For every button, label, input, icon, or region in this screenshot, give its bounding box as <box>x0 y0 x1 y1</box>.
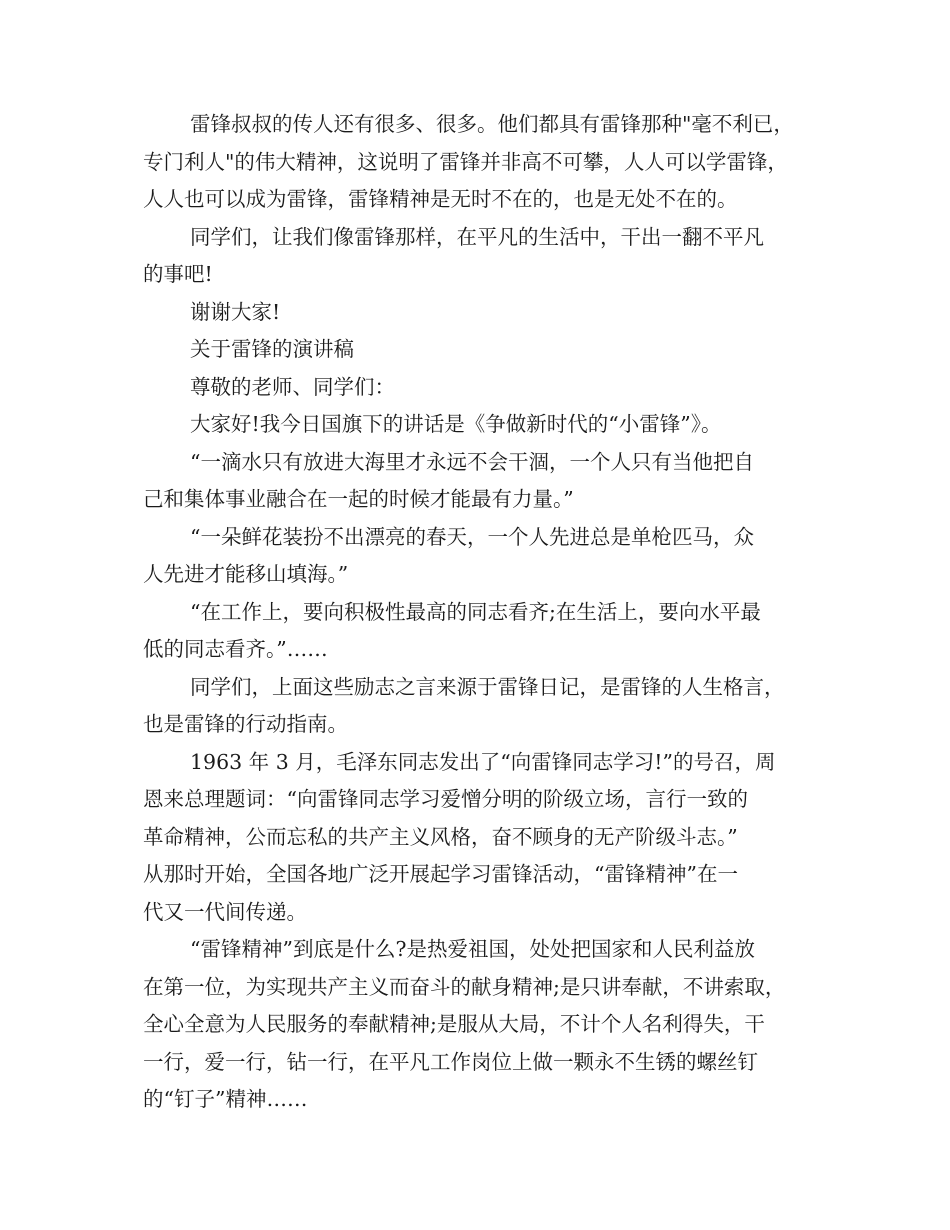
text-line: 从那时开始，全国各地广泛开展起学习雷锋活动，“雷锋精神”在一 <box>143 862 738 886</box>
text-line: 同学们，让我们像雷锋那样，在平凡的生活中，干出一翻不平凡 <box>190 224 764 249</box>
text-line: “一朵鲜花装扮不出漂亮的春天，一个人先进总是单枪匹马，众 <box>190 524 754 549</box>
text-line: 低的同志看齐。”…… <box>143 637 328 661</box>
section-title: 关于雷锋的演讲稿 <box>190 337 354 361</box>
text-line: 的事吧! <box>143 262 213 286</box>
text-line: 谢谢大家! <box>190 299 281 324</box>
text-line: 尊敬的老师、同学们： <box>190 374 395 399</box>
text-line: 革命精神，公而忘私的共产主义风格，奋不顾身的无产阶级斗志。” <box>143 824 738 849</box>
text-line: 的“钉子”精神…… <box>143 1087 308 1111</box>
text-line: 也是雷锋的行动指南。 <box>143 712 348 736</box>
document-body <box>143 106 823 1119</box>
text-line: 己和集体事业融合在一起的时候才能最有力量。” <box>143 487 574 511</box>
text-line: 在第一位，为实现共产主义而奋斗的献身精神;是只讲奉献，不讲索取， <box>143 974 786 999</box>
text-line: 专门利人"的伟大精神，这说明了雷锋并非高不可攀，人人可以学雷锋， <box>143 149 788 174</box>
text-line: 大家好!我今日国旗下的讲话是《争做新时代的“小雷锋”》。 <box>190 412 722 436</box>
text-line: 全心全意为人民服务的奉献精神;是服从大局，不计个人名利得失，干 <box>143 1012 765 1036</box>
text-line: 同学们，上面这些励志之言来源于雷锋日记，是雷锋的人生格言， <box>190 674 785 699</box>
text-line: 人人也可以成为雷锋，雷锋精神是无时不在的，也是无处不在的。 <box>143 187 738 211</box>
text-line: 雷锋叔叔的传人还有很多、很多。他们都具有雷锋那种"毫不利已， <box>190 112 794 136</box>
text-line: 恩来总理题词：“向雷锋同志学习爱憎分明的阶级立场，言行一致的 <box>143 787 748 811</box>
text-line: “在工作上，要向积极性最高的同志看齐;在生活上，要向水平最 <box>190 599 761 624</box>
text-line: “雷锋精神”到底是什么?是热爱祖国，处处把国家和人民利益放 <box>190 937 755 961</box>
text-line: 人先进才能移山填海。” <box>143 562 349 586</box>
text-line: 1963 年 3 月，毛泽东同志发出了“向雷锋同志学习!”的号召，周 <box>190 749 776 774</box>
text-line: 一行，爱一行，钻一行，在平凡工作岗位上做一颗永不生锈的螺丝钉 <box>143 1049 758 1074</box>
text-line: “一滴水只有放进大海里才永远不会干涸，一个人只有当他把自 <box>190 449 754 474</box>
text-line: 代又一代间传递。 <box>143 899 307 924</box>
